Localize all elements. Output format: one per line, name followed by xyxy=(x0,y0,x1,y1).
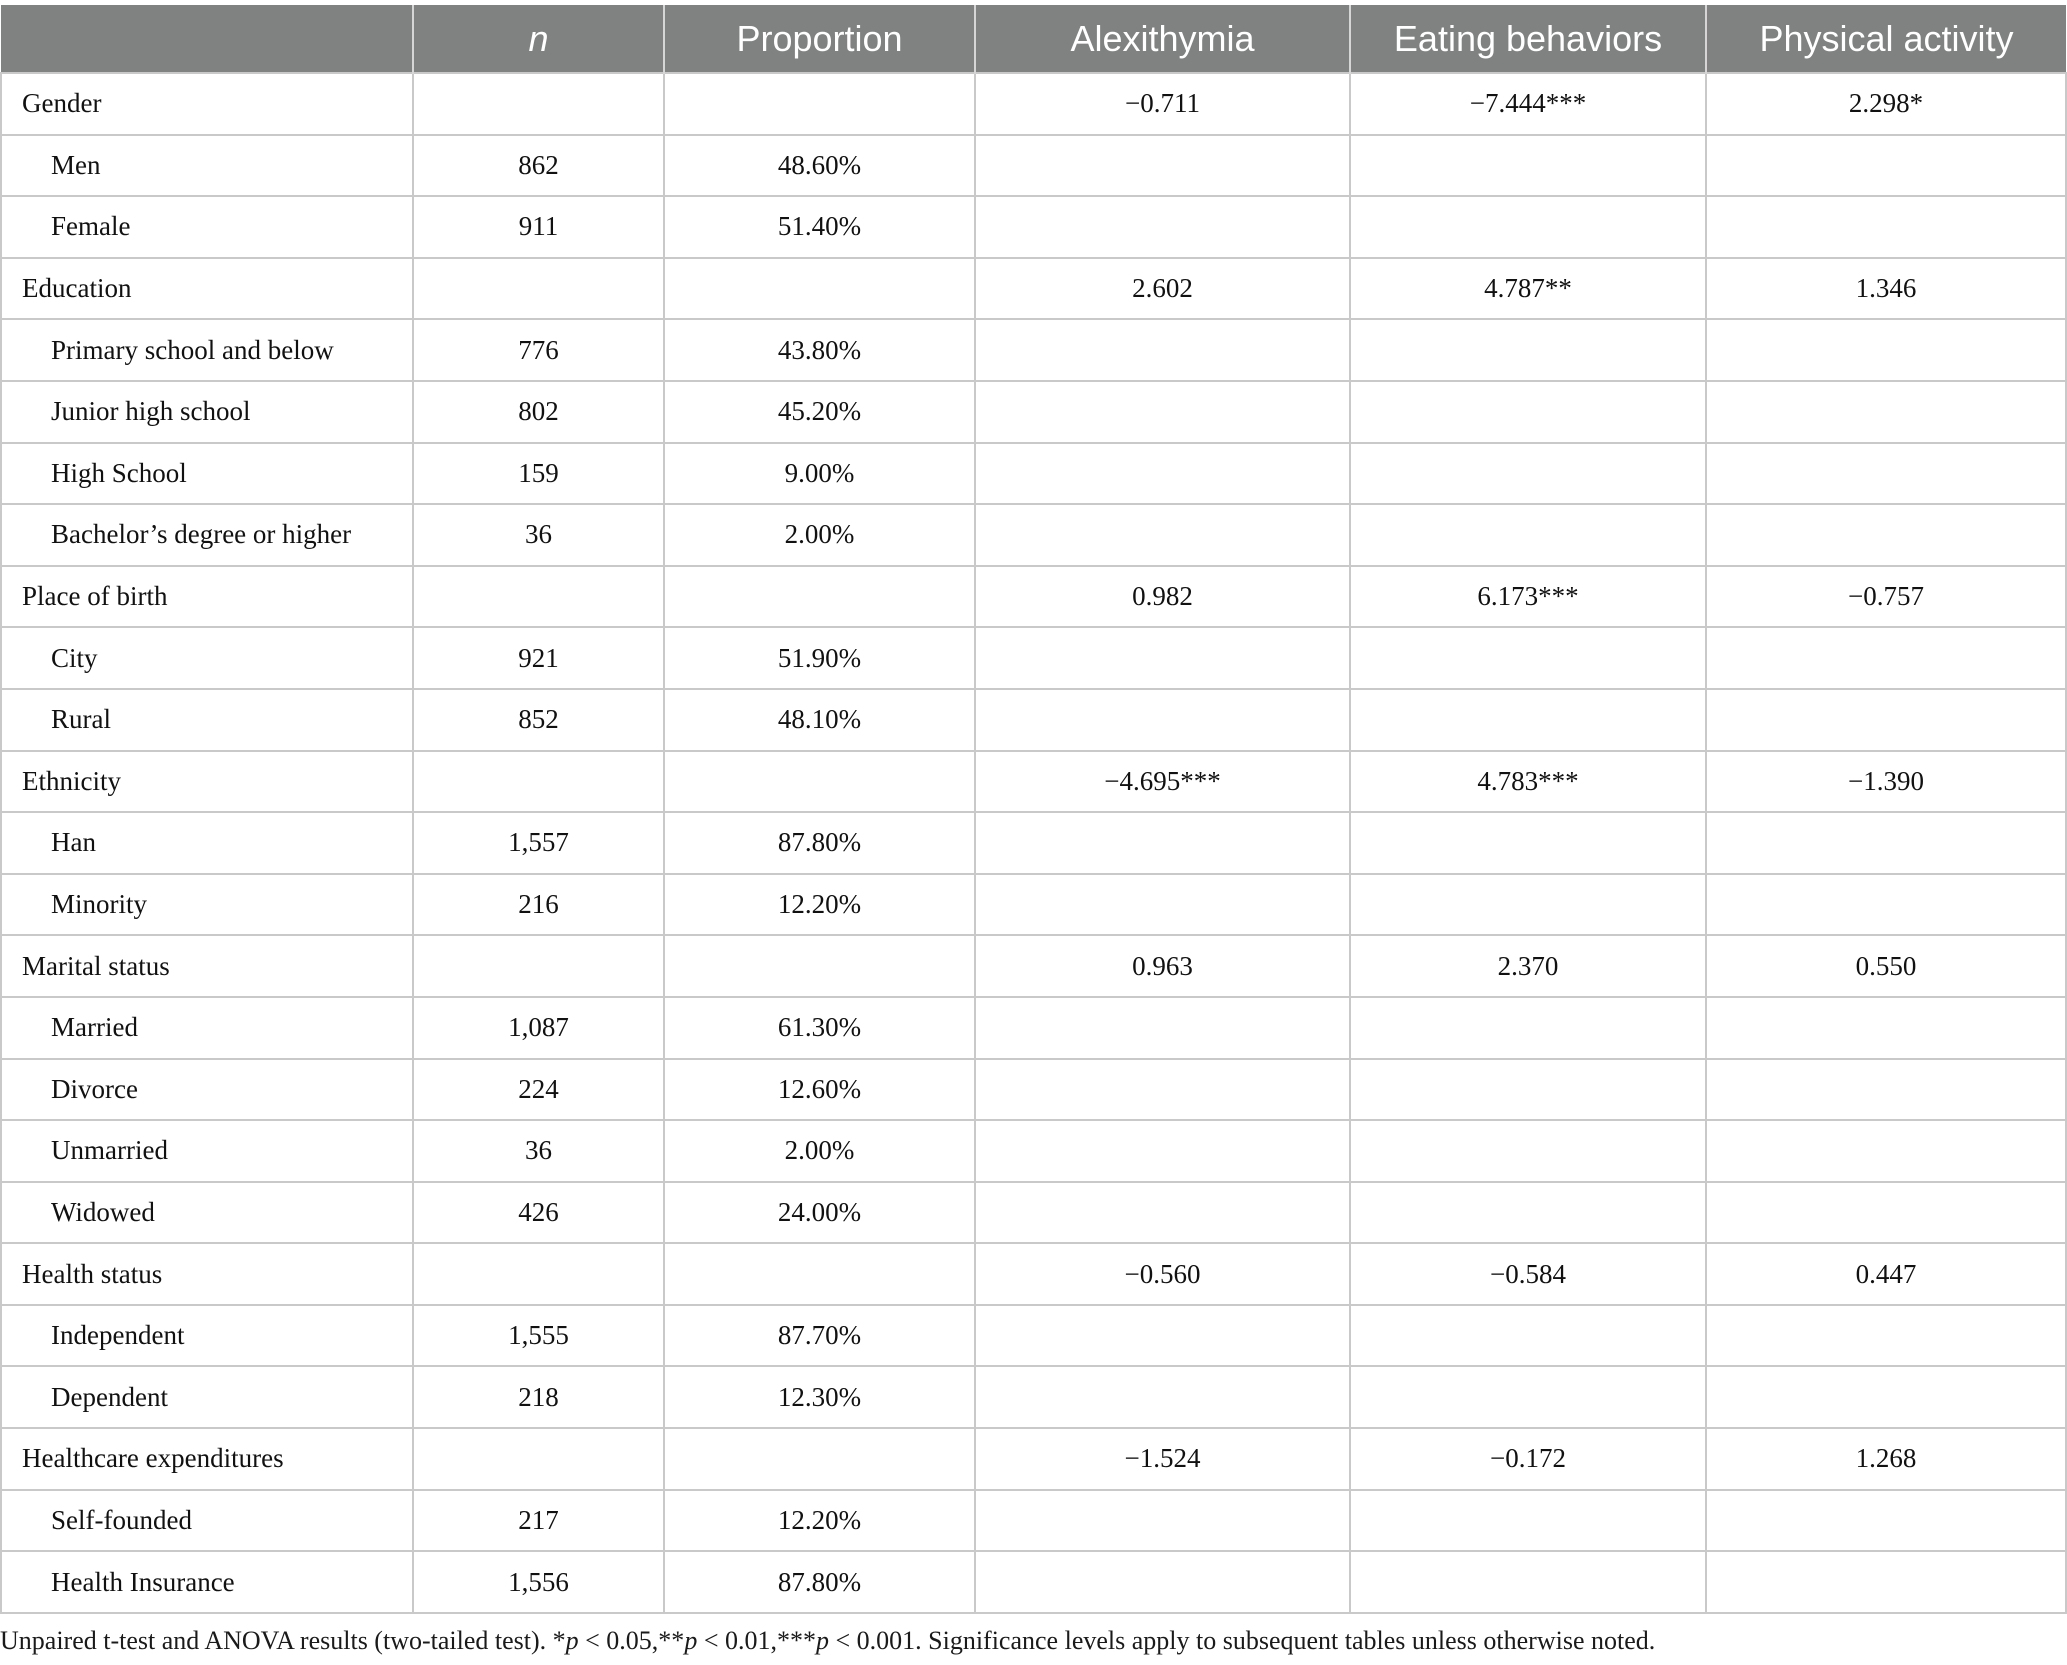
cell-physical-activity xyxy=(1706,997,2066,1059)
cell-eating-behaviors xyxy=(1350,997,1706,1059)
cell-eating-behaviors xyxy=(1350,812,1706,874)
cell-alexithymia xyxy=(975,1305,1350,1367)
cell-alexithymia xyxy=(975,196,1350,258)
cell-variable: Place of birth xyxy=(1,566,413,628)
cell-alexithymia xyxy=(975,812,1350,874)
table-row-subcategory xyxy=(1,689,2066,751)
cell-proportion xyxy=(664,1428,975,1490)
cell-variable: Minority xyxy=(1,874,413,936)
cell-eating-behaviors: −7.444*** xyxy=(1350,73,1706,135)
cell-physical-activity xyxy=(1706,874,2066,936)
cell-n xyxy=(413,751,664,813)
table-row-subcategory xyxy=(1,443,2066,505)
cell-alexithymia xyxy=(975,1120,1350,1182)
cell-n: 921 xyxy=(413,627,664,689)
cell-n: 159 xyxy=(413,443,664,505)
cell-variable: Self-founded xyxy=(1,1490,413,1552)
table-row-subcategory xyxy=(1,1305,2066,1367)
cell-physical-activity xyxy=(1706,689,2066,751)
cell-physical-activity xyxy=(1706,196,2066,258)
cell-proportion: 2.00% xyxy=(664,1120,975,1182)
cell-proportion: 12.20% xyxy=(664,874,975,936)
table-header xyxy=(1,5,2066,73)
cell-variable: Unmarried xyxy=(1,1120,413,1182)
cell-proportion: 24.00% xyxy=(664,1182,975,1244)
table-row-group xyxy=(1,73,2066,135)
table-container xyxy=(0,5,2065,1614)
table-row-group xyxy=(1,751,2066,813)
cell-proportion: 12.30% xyxy=(664,1366,975,1428)
cell-eating-behaviors xyxy=(1350,135,1706,197)
cell-eating-behaviors xyxy=(1350,1059,1706,1121)
cell-physical-activity: −1.390 xyxy=(1706,751,2066,813)
cell-variable: Healthcare expenditures xyxy=(1,1428,413,1490)
cell-n: 1,556 xyxy=(413,1551,664,1613)
cell-eating-behaviors xyxy=(1350,1551,1706,1613)
table-row-subcategory xyxy=(1,997,2066,1059)
cell-variable: Education xyxy=(1,258,413,320)
table-row-group xyxy=(1,1243,2066,1305)
header-n: n xyxy=(413,5,664,73)
cell-eating-behaviors xyxy=(1350,381,1706,443)
table-row-subcategory xyxy=(1,812,2066,874)
cell-n: 802 xyxy=(413,381,664,443)
cell-alexithymia: −0.560 xyxy=(975,1243,1350,1305)
cell-physical-activity xyxy=(1706,381,2066,443)
cell-proportion: 61.30% xyxy=(664,997,975,1059)
cell-physical-activity: 0.447 xyxy=(1706,1243,2066,1305)
header-variable xyxy=(1,5,413,73)
cell-n: 911 xyxy=(413,196,664,258)
cell-proportion: 48.60% xyxy=(664,135,975,197)
cell-n xyxy=(413,1243,664,1305)
cell-physical-activity xyxy=(1706,1305,2066,1367)
cell-eating-behaviors xyxy=(1350,1305,1706,1367)
table-row-subcategory xyxy=(1,627,2066,689)
cell-proportion: 45.20% xyxy=(664,381,975,443)
cell-n: 36 xyxy=(413,1120,664,1182)
cell-eating-behaviors xyxy=(1350,1490,1706,1552)
cell-n xyxy=(413,1428,664,1490)
cell-alexithymia: −0.711 xyxy=(975,73,1350,135)
cell-proportion xyxy=(664,1243,975,1305)
cell-proportion: 87.80% xyxy=(664,812,975,874)
cell-eating-behaviors xyxy=(1350,1366,1706,1428)
cell-n: 217 xyxy=(413,1490,664,1552)
cell-n: 852 xyxy=(413,689,664,751)
cell-physical-activity xyxy=(1706,135,2066,197)
cell-variable: Bachelor’s degree or higher xyxy=(1,504,413,566)
header-proportion: Proportion xyxy=(664,5,975,73)
cell-variable: Gender xyxy=(1,73,413,135)
cell-alexithymia: 0.982 xyxy=(975,566,1350,628)
table-row-subcategory xyxy=(1,874,2066,936)
cell-variable: Female xyxy=(1,196,413,258)
cell-proportion xyxy=(664,566,975,628)
cell-n: 1,555 xyxy=(413,1305,664,1367)
cell-eating-behaviors: −0.172 xyxy=(1350,1428,1706,1490)
footnote-text-2: < 0.05,** xyxy=(578,1626,685,1655)
cell-physical-activity xyxy=(1706,1182,2066,1244)
table-row-subcategory xyxy=(1,1059,2066,1121)
cell-variable: Men xyxy=(1,135,413,197)
cell-variable: Health status xyxy=(1,1243,413,1305)
table-row-subcategory xyxy=(1,319,2066,381)
table-row-subcategory xyxy=(1,504,2066,566)
cell-eating-behaviors: 4.783*** xyxy=(1350,751,1706,813)
cell-proportion xyxy=(664,751,975,813)
cell-alexithymia xyxy=(975,1182,1350,1244)
cell-physical-activity: 1.346 xyxy=(1706,258,2066,320)
cell-alexithymia xyxy=(975,874,1350,936)
cell-variable: City xyxy=(1,627,413,689)
footnote-text-1: Unpaired t-test and ANOVA results (two-tailed test). * xyxy=(0,1626,566,1655)
cell-proportion: 12.20% xyxy=(664,1490,975,1552)
cell-variable: Junior high school xyxy=(1,381,413,443)
cell-n: 862 xyxy=(413,135,664,197)
table-row-group xyxy=(1,566,2066,628)
table-row-subcategory xyxy=(1,1551,2066,1613)
cell-eating-behaviors xyxy=(1350,627,1706,689)
header-eating-behaviors: Eating behaviors xyxy=(1350,5,1706,73)
cell-eating-behaviors xyxy=(1350,874,1706,936)
cell-physical-activity xyxy=(1706,1059,2066,1121)
header-alexithymia: Alexithymia xyxy=(975,5,1350,73)
cell-variable: Dependent xyxy=(1,1366,413,1428)
cell-physical-activity xyxy=(1706,504,2066,566)
footnote-text-4: < 0.001. Significance levels apply to subsequent tables unless otherwise noted. xyxy=(828,1626,1656,1655)
table-row-group xyxy=(1,1428,2066,1490)
cell-proportion: 2.00% xyxy=(664,504,975,566)
cell-proportion: 43.80% xyxy=(664,319,975,381)
cell-proportion: 9.00% xyxy=(664,443,975,505)
cell-alexithymia xyxy=(975,504,1350,566)
table-row-subcategory xyxy=(1,1182,2066,1244)
table-row-subcategory xyxy=(1,1120,2066,1182)
header-physical-activity: Physical activity xyxy=(1706,5,2066,73)
cell-alexithymia: −4.695*** xyxy=(975,751,1350,813)
cell-eating-behaviors xyxy=(1350,1120,1706,1182)
cell-n xyxy=(413,258,664,320)
cell-proportion: 87.80% xyxy=(664,1551,975,1613)
cell-variable: Ethnicity xyxy=(1,751,413,813)
table-row-subcategory xyxy=(1,381,2066,443)
cell-alexithymia xyxy=(975,1490,1350,1552)
table-row-group xyxy=(1,935,2066,997)
cell-physical-activity xyxy=(1706,627,2066,689)
cell-physical-activity: −0.757 xyxy=(1706,566,2066,628)
cell-variable: Han xyxy=(1,812,413,874)
table-footnote xyxy=(0,1626,2065,1656)
demographics-table xyxy=(0,5,2067,1614)
cell-eating-behaviors: 4.787** xyxy=(1350,258,1706,320)
cell-alexithymia: 0.963 xyxy=(975,935,1350,997)
cell-alexithymia xyxy=(975,1551,1350,1613)
cell-proportion: 51.90% xyxy=(664,627,975,689)
cell-proportion: 51.40% xyxy=(664,196,975,258)
cell-proportion: 12.60% xyxy=(664,1059,975,1121)
cell-alexithymia xyxy=(975,1059,1350,1121)
cell-eating-behaviors xyxy=(1350,443,1706,505)
cell-physical-activity xyxy=(1706,319,2066,381)
cell-variable: Primary school and below xyxy=(1,319,413,381)
cell-physical-activity xyxy=(1706,443,2066,505)
table-row-subcategory xyxy=(1,196,2066,258)
cell-n: 224 xyxy=(413,1059,664,1121)
cell-eating-behaviors: 6.173*** xyxy=(1350,566,1706,628)
cell-physical-activity: 0.550 xyxy=(1706,935,2066,997)
cell-alexithymia xyxy=(975,627,1350,689)
footnote-p-2: p xyxy=(684,1626,698,1655)
cell-alexithymia xyxy=(975,381,1350,443)
cell-eating-behaviors: −0.584 xyxy=(1350,1243,1706,1305)
cell-physical-activity xyxy=(1706,1551,2066,1613)
cell-alexithymia xyxy=(975,443,1350,505)
header-row xyxy=(1,5,2066,73)
cell-n: 218 xyxy=(413,1366,664,1428)
cell-alexithymia: 2.602 xyxy=(975,258,1350,320)
cell-n: 36 xyxy=(413,504,664,566)
cell-variable: Health Insurance xyxy=(1,1551,413,1613)
cell-eating-behaviors xyxy=(1350,196,1706,258)
cell-proportion xyxy=(664,258,975,320)
table-row-subcategory xyxy=(1,1366,2066,1428)
cell-n xyxy=(413,73,664,135)
cell-eating-behaviors xyxy=(1350,1182,1706,1244)
cell-variable: Divorce xyxy=(1,1059,413,1121)
cell-physical-activity: 1.268 xyxy=(1706,1428,2066,1490)
footnote-p-1: p xyxy=(565,1626,579,1655)
cell-alexithymia xyxy=(975,135,1350,197)
cell-physical-activity xyxy=(1706,1366,2066,1428)
cell-proportion xyxy=(664,73,975,135)
cell-physical-activity xyxy=(1706,812,2066,874)
cell-n: 1,087 xyxy=(413,997,664,1059)
footnote-text-3: < 0.01,*** xyxy=(697,1626,816,1655)
cell-proportion: 87.70% xyxy=(664,1305,975,1367)
cell-n xyxy=(413,935,664,997)
cell-variable: Married xyxy=(1,997,413,1059)
cell-alexithymia xyxy=(975,997,1350,1059)
cell-proportion xyxy=(664,935,975,997)
cell-n: 776 xyxy=(413,319,664,381)
table-body xyxy=(1,73,2066,1613)
cell-n: 216 xyxy=(413,874,664,936)
cell-n xyxy=(413,566,664,628)
cell-variable: Rural xyxy=(1,689,413,751)
table-row-subcategory xyxy=(1,1490,2066,1552)
cell-physical-activity xyxy=(1706,1490,2066,1552)
table-row-subcategory xyxy=(1,135,2066,197)
cell-eating-behaviors xyxy=(1350,319,1706,381)
cell-physical-activity: 2.298* xyxy=(1706,73,2066,135)
cell-variable: Widowed xyxy=(1,1182,413,1244)
cell-alexithymia xyxy=(975,689,1350,751)
cell-alexithymia: −1.524 xyxy=(975,1428,1350,1490)
table-row-group xyxy=(1,258,2066,320)
cell-eating-behaviors xyxy=(1350,504,1706,566)
cell-variable: High School xyxy=(1,443,413,505)
cell-physical-activity xyxy=(1706,1120,2066,1182)
cell-eating-behaviors: 2.370 xyxy=(1350,935,1706,997)
footnote-p-3: p xyxy=(815,1626,829,1655)
cell-n: 1,557 xyxy=(413,812,664,874)
cell-proportion: 48.10% xyxy=(664,689,975,751)
cell-n: 426 xyxy=(413,1182,664,1244)
cell-variable: Independent xyxy=(1,1305,413,1367)
cell-alexithymia xyxy=(975,1366,1350,1428)
cell-eating-behaviors xyxy=(1350,689,1706,751)
cell-alexithymia xyxy=(975,319,1350,381)
cell-variable: Marital status xyxy=(1,935,413,997)
